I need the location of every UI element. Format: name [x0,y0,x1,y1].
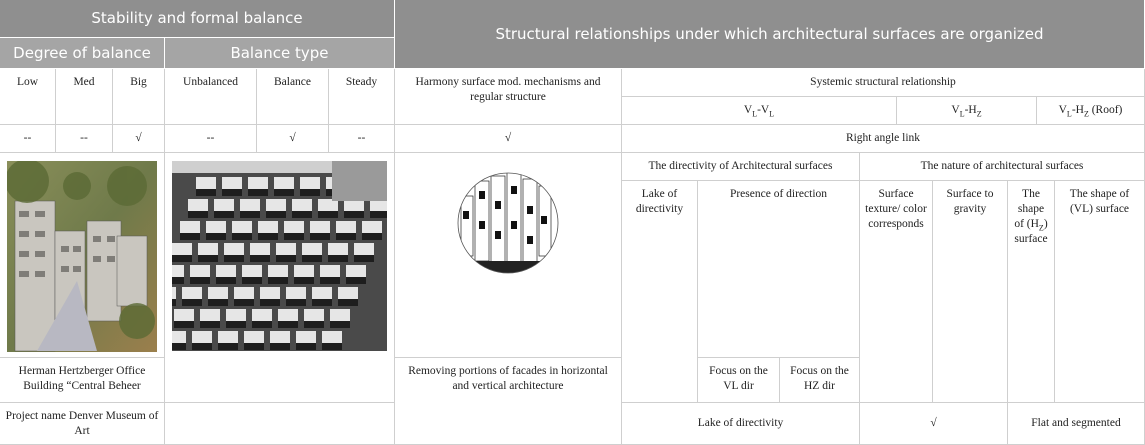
right-angle-link: Right angle link [622,125,1145,153]
mark-unbalanced: -- [165,125,257,153]
header-structural: Structural relationships under which architectural surfaces are organized [395,0,1145,69]
mark-harmony: √ [395,125,622,153]
surface-to-gravity: Surface to gravity [933,181,1008,403]
col-vl-vl: $V_L-V_L$ [622,97,897,125]
directivity-header: The directivity of Architectural surfaces [622,153,860,181]
header-stability: Stability and formal balance [0,0,395,38]
mark-steady: -- [329,125,395,153]
shape-vl-surface: The shape of (VL) surface [1055,181,1145,403]
lake-of-directivity: Lake of directivity [622,181,698,403]
mark-med: -- [56,125,113,153]
caption-herman: Herman Hertzberger Office Building “Central Beheer [0,358,165,403]
col-vl-hz: $V_L-H_Z$ [897,97,1037,125]
header-degree-of-balance: Degree of balance [0,38,165,69]
presence-of-direction: Presence of direction [698,181,860,358]
bottom-check: √ [860,403,1008,445]
col-harmony: Harmony surface mod. mechanisms and regular structure [395,69,622,125]
bottom-lake-of-directivity: Lake of directivity [622,403,860,445]
col-balance: Balance [257,69,329,125]
nature-header: The nature of architectural surfaces [860,153,1145,181]
shape-hz-surface: The shape of $(H_Z)$ surface [1008,181,1055,403]
balance-grid-photo [172,161,387,351]
caption-project: Project name Denver Museum of Art [0,403,165,445]
herman-building-photo [7,161,157,352]
col-big: Big [113,69,165,125]
bottom-flat-segmented: Flat and segmented [1008,403,1145,445]
systemic-relationship: Systemic structural relationship [622,69,1145,97]
header-balance-type: Balance type [165,38,395,69]
mark-big: √ [113,125,165,153]
surface-texture: Surface texture/ color corresponds [860,181,933,403]
mark-low: -- [0,125,56,153]
caption-removing: Removing portions of facades in horizontal and vertical architecture [395,358,622,445]
circular-sketch [455,161,561,281]
bottom-empty-balance [165,403,395,445]
col-unbalanced: Unbalanced [165,69,257,125]
col-low: Low [0,69,56,125]
focus-vl: Focus on the VL dir [698,358,780,403]
col-steady: Steady [329,69,395,125]
focus-hz: Focus on the HZ dir [780,358,860,403]
mark-balance: √ [257,125,329,153]
col-med: Med [56,69,113,125]
col-vl-hz-roof: $V_L-H_Z$ (Roof) [1037,97,1145,125]
